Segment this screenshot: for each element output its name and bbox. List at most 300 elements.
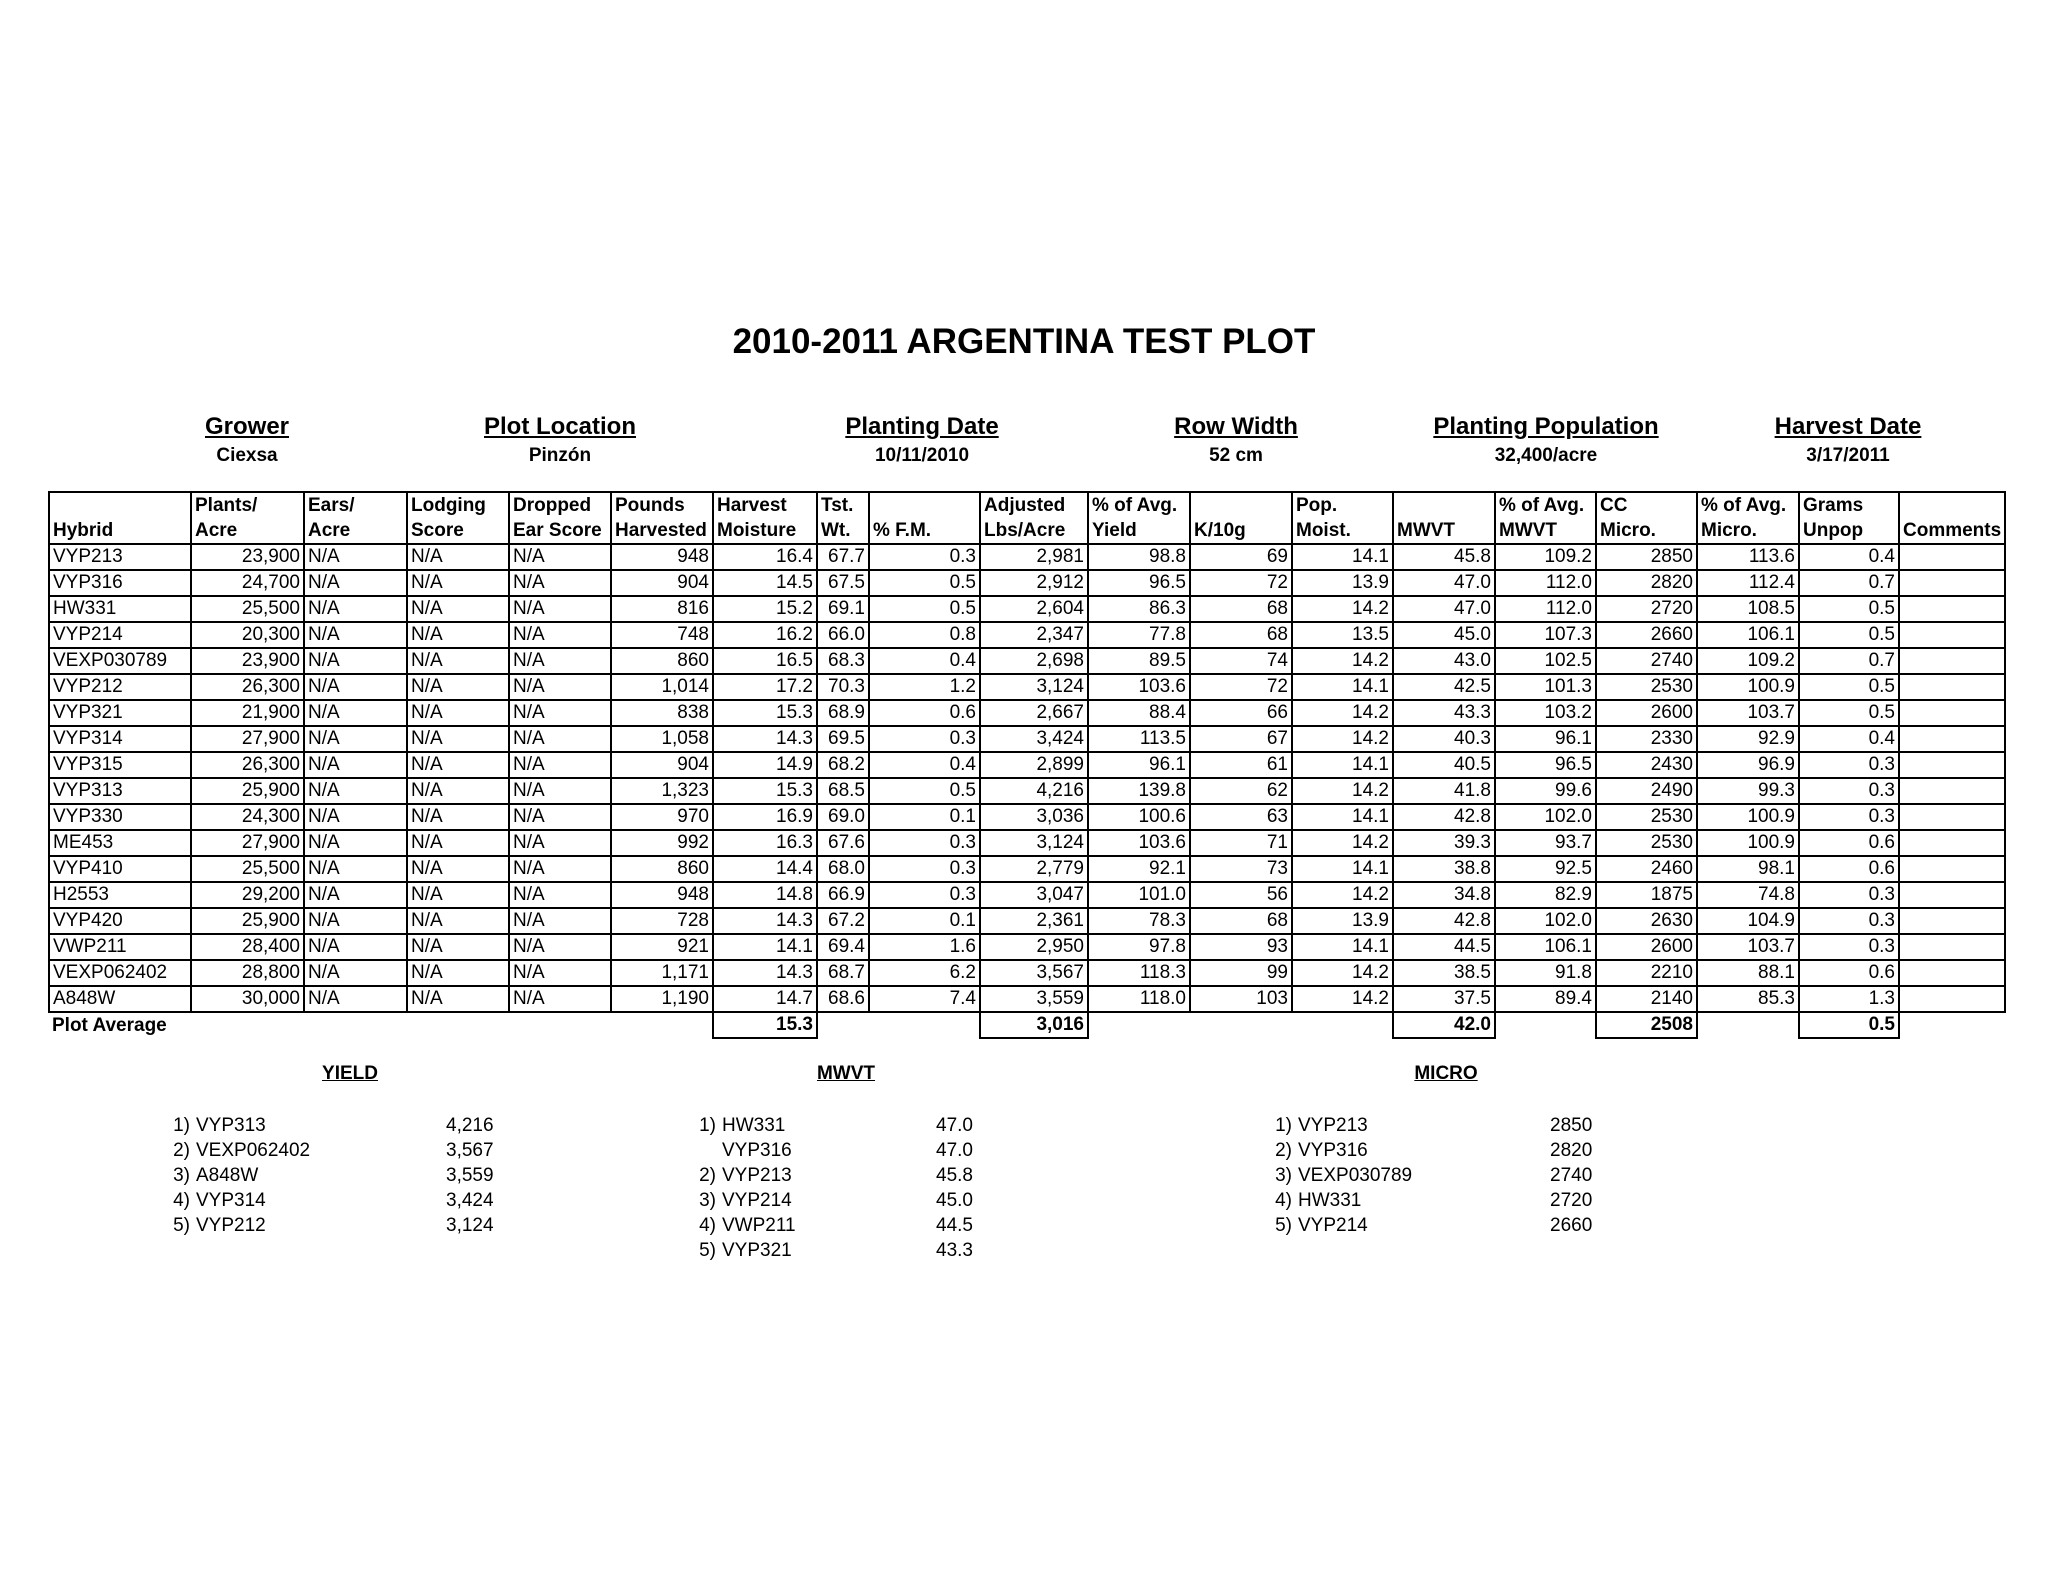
table-cell: 14.3 (713, 908, 817, 934)
table-cell: 0.6 (1799, 960, 1899, 986)
table-cell: 948 (611, 544, 713, 570)
table-cell: 103 (1190, 986, 1292, 1012)
table-cell: 112.0 (1495, 596, 1596, 622)
table-cell: 67 (1190, 726, 1292, 752)
info-label: Planting Population (1433, 413, 1659, 440)
column-header-line (873, 493, 976, 518)
table-cell: 96.1 (1495, 726, 1596, 752)
info-plot-location (484, 412, 636, 470)
table-cell: 67.6 (817, 830, 869, 856)
table-cell (1899, 544, 2005, 570)
table-cell: 78.3 (1088, 908, 1190, 934)
column-header-line: % of Avg. (1092, 495, 1178, 516)
ranking-value: 44.5 (936, 1215, 973, 1236)
table-cell: 103.7 (1697, 934, 1799, 960)
table-cell: 14.3 (713, 726, 817, 752)
column-header (49, 492, 191, 544)
table-cell: 0.5 (869, 570, 980, 596)
table-cell: 16.3 (713, 830, 817, 856)
table-cell: 14.9 (713, 752, 817, 778)
table-cell: 38.8 (1393, 856, 1495, 882)
ranking-value: 2660 (1550, 1215, 1593, 1236)
table-cell: 112.0 (1495, 570, 1596, 596)
table-cell: 99.3 (1697, 778, 1799, 804)
table-cell: 0.3 (1799, 778, 1899, 804)
table-cell: 103.6 (1088, 674, 1190, 700)
table-cell: 43.3 (1393, 700, 1495, 726)
table-cell (1899, 986, 2005, 1012)
table-cell (1899, 934, 2005, 960)
ranking-item (1262, 1113, 1622, 1138)
table-cell: N/A (509, 934, 611, 960)
hybrid-cell: VYP313 (49, 778, 191, 804)
table-cell: N/A (509, 986, 611, 1012)
table-cell: 25,500 (191, 856, 304, 882)
table-cell: 0.3 (1799, 804, 1899, 830)
table-cell: N/A (509, 700, 611, 726)
column-header-line: Harvest (717, 495, 787, 516)
table-cell: 0.5 (1799, 674, 1899, 700)
table-cell: 67.7 (817, 544, 869, 570)
table-cell: N/A (304, 934, 407, 960)
ranking-number: 3) (699, 1190, 716, 1211)
ranking-item (686, 1138, 1006, 1163)
table-cell: 2530 (1596, 830, 1697, 856)
table-cell: 0.5 (869, 778, 980, 804)
table-cell: 1875 (1596, 882, 1697, 908)
hybrid-cell: VEXP030789 (49, 648, 191, 674)
table-cell: 69.1 (817, 596, 869, 622)
table-cell: 14.1 (1292, 856, 1393, 882)
ranking-item (686, 1238, 1006, 1263)
table-cell (1899, 778, 2005, 804)
table-cell: N/A (407, 804, 509, 830)
table-cell: 14.1 (713, 934, 817, 960)
table-row (49, 726, 2005, 752)
ranking-hybrid: VYP314 (196, 1190, 266, 1211)
table-cell: 14.1 (1292, 804, 1393, 830)
table-cell: 2330 (1596, 726, 1697, 752)
table-cell: 0.7 (1799, 648, 1899, 674)
table-cell: 62 (1190, 778, 1292, 804)
table-cell: 69.5 (817, 726, 869, 752)
table-cell: N/A (304, 700, 407, 726)
column-header-line: Pop. (1296, 495, 1338, 516)
table-cell: N/A (407, 856, 509, 882)
table-cell: 14.2 (1292, 596, 1393, 622)
table-cell: 25,900 (191, 908, 304, 934)
table-cell: 14.4 (713, 856, 817, 882)
table-cell: 69.0 (817, 804, 869, 830)
table-cell: 77.8 (1088, 622, 1190, 648)
table-cell: 3,047 (980, 882, 1088, 908)
info-row-width (1174, 412, 1298, 470)
table-cell: 2,347 (980, 622, 1088, 648)
table-cell: 816 (611, 596, 713, 622)
ranking-value: 3,567 (446, 1140, 494, 1161)
ranking-value: 45.0 (936, 1190, 973, 1211)
table-cell: 4,216 (980, 778, 1088, 804)
table-cell: 103.2 (1495, 700, 1596, 726)
table-cell: 44.5 (1393, 934, 1495, 960)
plot-average-harvest-moisture: 15.3 (713, 1012, 817, 1038)
table-cell: N/A (509, 726, 611, 752)
table-cell: 0.4 (869, 752, 980, 778)
hybrid-cell: A848W (49, 986, 191, 1012)
table-cell: 92.1 (1088, 856, 1190, 882)
column-header-line: Micro. (1701, 520, 1757, 541)
hybrid-cell: VYP314 (49, 726, 191, 752)
table-cell: 2,981 (980, 544, 1088, 570)
table-cell: 3,036 (980, 804, 1088, 830)
table-cell (1899, 674, 2005, 700)
table-cell: 72 (1190, 570, 1292, 596)
table-cell: 2600 (1596, 934, 1697, 960)
table-cell (1899, 726, 2005, 752)
table-cell: 2,667 (980, 700, 1088, 726)
column-header (1697, 492, 1799, 544)
table-cell: 2,912 (980, 570, 1088, 596)
table-cell (1899, 908, 2005, 934)
column-header-line: Acre (308, 520, 351, 541)
table-cell: 82.9 (1495, 882, 1596, 908)
table-cell: 24,700 (191, 570, 304, 596)
info-planting-date (845, 412, 998, 470)
table-cell: 23,900 (191, 544, 304, 570)
column-header-line: K/10g (1194, 520, 1246, 541)
table-cell: 2740 (1596, 648, 1697, 674)
column-header (869, 492, 980, 544)
table-cell: 67.2 (817, 908, 869, 934)
table-cell: 0.3 (869, 882, 980, 908)
table-cell: 0.3 (869, 830, 980, 856)
table-cell: 2660 (1596, 622, 1697, 648)
micro-ranking-list (1262, 1113, 1622, 1238)
ranking-number: 2) (699, 1165, 716, 1186)
table-cell: N/A (304, 674, 407, 700)
table-cell: 100.9 (1697, 804, 1799, 830)
table-cell: N/A (304, 570, 407, 596)
column-header-line: % of Avg. (1701, 495, 1787, 516)
ranking-value: 2820 (1550, 1140, 1593, 1161)
table-cell: 103.6 (1088, 830, 1190, 856)
column-header-line: Yield (1092, 520, 1137, 541)
ranking-number: 2) (173, 1140, 190, 1161)
table-cell: 0.6 (1799, 830, 1899, 856)
table-cell: 109.2 (1697, 648, 1799, 674)
table-cell: 41.8 (1393, 778, 1495, 804)
table-cell: 1.2 (869, 674, 980, 700)
column-header-line: Pounds (615, 495, 685, 516)
table-cell: 24,300 (191, 804, 304, 830)
table-cell: N/A (304, 986, 407, 1012)
table-cell: N/A (304, 882, 407, 908)
table-row (49, 960, 2005, 986)
table-cell: 89.5 (1088, 648, 1190, 674)
column-header (1088, 492, 1190, 544)
ranking-value: 2740 (1550, 1165, 1593, 1186)
table-cell: N/A (304, 804, 407, 830)
plot-average-row (49, 1012, 2005, 1038)
table-cell: 74 (1190, 648, 1292, 674)
table-cell: 89.4 (1495, 986, 1596, 1012)
hybrid-cell: VYP316 (49, 570, 191, 596)
table-cell: 16.5 (713, 648, 817, 674)
table-cell: 728 (611, 908, 713, 934)
table-cell: 101.0 (1088, 882, 1190, 908)
table-row (49, 674, 2005, 700)
column-header-line: Acre (195, 520, 238, 541)
table-row (49, 804, 2005, 830)
table-cell: N/A (509, 596, 611, 622)
table-cell: 2,361 (980, 908, 1088, 934)
table-cell: 34.8 (1393, 882, 1495, 908)
table-cell: N/A (407, 778, 509, 804)
table-cell: N/A (407, 596, 509, 622)
hybrid-cell: VYP214 (49, 622, 191, 648)
info-value: 52 cm (1209, 445, 1263, 466)
table-cell: 98.8 (1088, 544, 1190, 570)
table-cell: 17.2 (713, 674, 817, 700)
table-cell: 91.8 (1495, 960, 1596, 986)
table-cell: N/A (304, 648, 407, 674)
column-header-line: CC (1600, 495, 1628, 516)
column-header (611, 492, 713, 544)
plot-average-adjusted-lbs-acre: 3,016 (980, 1012, 1088, 1038)
table-cell: N/A (304, 778, 407, 804)
column-header-line: MWVT (1499, 520, 1558, 541)
table-cell: 85.3 (1697, 986, 1799, 1012)
info-label: Planting Date (845, 413, 999, 440)
table-cell: 66.9 (817, 882, 869, 908)
ranking-item (160, 1163, 520, 1188)
table-cell: N/A (509, 830, 611, 856)
column-header (980, 492, 1088, 544)
table-cell: N/A (407, 700, 509, 726)
ranking-hybrid: VYP214 (722, 1190, 792, 1211)
table-cell: 68.9 (817, 700, 869, 726)
table-row (49, 908, 2005, 934)
table-cell: N/A (509, 856, 611, 882)
info-value: Ciexsa (216, 445, 278, 466)
table-cell: 93 (1190, 934, 1292, 960)
plot-average-cc-micro: 2508 (1596, 1012, 1697, 1038)
table-cell: 26,300 (191, 752, 304, 778)
table-cell: 0.1 (869, 908, 980, 934)
table-cell: 15.3 (713, 700, 817, 726)
table-cell: N/A (407, 960, 509, 986)
ranking-value: 3,559 (446, 1165, 494, 1186)
ranking-value: 45.8 (936, 1165, 973, 1186)
table-cell: 113.5 (1088, 726, 1190, 752)
table-cell: N/A (304, 752, 407, 778)
table-cell: 45.8 (1393, 544, 1495, 570)
ranking-number: 4) (1275, 1190, 1292, 1211)
ranking-item (160, 1188, 520, 1213)
table-cell: N/A (509, 960, 611, 986)
column-header-line: Comments (1903, 520, 2002, 541)
ranking-hybrid: VYP316 (722, 1140, 792, 1161)
ranking-number: 4) (699, 1215, 716, 1236)
info-label: Row Width (1174, 413, 1298, 440)
table-cell: N/A (407, 830, 509, 856)
column-header-line: Plants/ (195, 495, 258, 516)
column-header-line: Wt. (821, 520, 851, 541)
table-cell: N/A (304, 622, 407, 648)
ranking-number: 1) (699, 1115, 716, 1136)
table-cell: 92.9 (1697, 726, 1799, 752)
table-cell: N/A (304, 544, 407, 570)
table-cell: 21,900 (191, 700, 304, 726)
table-cell: 2630 (1596, 908, 1697, 934)
hybrid-cell: VYP410 (49, 856, 191, 882)
column-header (817, 492, 869, 544)
table-cell: 3,124 (980, 830, 1088, 856)
table-cell: 14.1 (1292, 544, 1393, 570)
table-cell: 27,900 (191, 830, 304, 856)
table-cell: 14.2 (1292, 648, 1393, 674)
table-cell: 0.3 (869, 856, 980, 882)
table-cell: 748 (611, 622, 713, 648)
column-header-line: Harvested (615, 520, 707, 541)
table-cell: 2530 (1596, 674, 1697, 700)
table-cell: 0.3 (1799, 934, 1899, 960)
table-cell: N/A (407, 544, 509, 570)
table-cell: N/A (407, 908, 509, 934)
ranking-item (686, 1213, 1006, 1238)
table-cell: N/A (407, 622, 509, 648)
table-cell: 921 (611, 934, 713, 960)
table-cell: 23,900 (191, 648, 304, 674)
table-cell: 14.2 (1292, 986, 1393, 1012)
table-cell: N/A (304, 856, 407, 882)
info-value: 32,400/acre (1494, 445, 1598, 466)
column-header (1393, 492, 1495, 544)
table-cell: 100.9 (1697, 830, 1799, 856)
info-grower (205, 412, 289, 470)
table-cell: 103.7 (1697, 700, 1799, 726)
table-cell: 39.3 (1393, 830, 1495, 856)
table-cell: 68.6 (817, 986, 869, 1012)
column-header-line: Micro. (1600, 520, 1656, 541)
table-cell: 0.4 (1799, 544, 1899, 570)
table-cell: 40.5 (1393, 752, 1495, 778)
table-cell (1899, 882, 2005, 908)
table-cell: 113.6 (1697, 544, 1799, 570)
table-cell: 118.0 (1088, 986, 1190, 1012)
table-cell: 29,200 (191, 882, 304, 908)
table-cell: 0.3 (869, 544, 980, 570)
table-cell: 0.4 (1799, 726, 1899, 752)
table-cell (1899, 752, 2005, 778)
table-cell: 13.9 (1292, 570, 1393, 596)
table-cell: 2460 (1596, 856, 1697, 882)
table-cell: 2,698 (980, 648, 1088, 674)
table-cell: N/A (509, 882, 611, 908)
table-cell: 100.9 (1697, 674, 1799, 700)
ranking-item (686, 1163, 1006, 1188)
ranking-item (686, 1113, 1006, 1138)
table-row (49, 596, 2005, 622)
table-cell: 3,567 (980, 960, 1088, 986)
table-cell: 100.6 (1088, 804, 1190, 830)
table-cell (1899, 648, 2005, 674)
table-cell: 104.9 (1697, 908, 1799, 934)
table-cell: 28,400 (191, 934, 304, 960)
column-header-line (1397, 493, 1491, 518)
ranking-item (1262, 1163, 1622, 1188)
table-cell: 1,323 (611, 778, 713, 804)
table-cell: 14.1 (1292, 934, 1393, 960)
ranking-hybrid: A848W (196, 1165, 259, 1186)
table-cell: 2530 (1596, 804, 1697, 830)
table-cell: 73 (1190, 856, 1292, 882)
micro-ranking-title: MICRO (1414, 1063, 1478, 1084)
ranking-hybrid: VYP213 (1298, 1115, 1368, 1136)
table-cell: 63 (1190, 804, 1292, 830)
table-cell: 838 (611, 700, 713, 726)
table-cell (1899, 830, 2005, 856)
ranking-number: 3) (1275, 1165, 1292, 1186)
hybrid-cell: VYP212 (49, 674, 191, 700)
table-row (49, 882, 2005, 908)
ranking-hybrid: VYP212 (196, 1215, 266, 1236)
table-cell: N/A (509, 544, 611, 570)
table-cell: N/A (407, 752, 509, 778)
table-cell: N/A (407, 648, 509, 674)
column-header-line: % of Avg. (1499, 495, 1585, 516)
ranking-item (160, 1213, 520, 1238)
column-header (304, 492, 407, 544)
table-cell: 948 (611, 882, 713, 908)
table-cell: 93.7 (1495, 830, 1596, 856)
table-cell: 102.0 (1495, 908, 1596, 934)
table-cell: 68.0 (817, 856, 869, 882)
column-header-line: Adjusted (984, 495, 1066, 516)
ranking-item (160, 1113, 520, 1138)
table-cell: 28,800 (191, 960, 304, 986)
table-cell: N/A (407, 674, 509, 700)
column-header-line: Moisture (717, 520, 797, 541)
table-cell: 106.1 (1697, 622, 1799, 648)
column-header (1899, 492, 2005, 544)
table-cell: 1.6 (869, 934, 980, 960)
table-cell: 67.5 (817, 570, 869, 596)
table-cell: 2600 (1596, 700, 1697, 726)
table-cell: 61 (1190, 752, 1292, 778)
table-cell: 14.7 (713, 986, 817, 1012)
hybrid-cell: VWP211 (49, 934, 191, 960)
table-cell: 106.1 (1495, 934, 1596, 960)
table-cell: 2720 (1596, 596, 1697, 622)
table-cell: 14.2 (1292, 778, 1393, 804)
ranking-value: 2720 (1550, 1190, 1593, 1211)
table-cell: N/A (509, 778, 611, 804)
table-cell (1899, 960, 2005, 986)
table-cell: 43.0 (1393, 648, 1495, 674)
table-cell: 88.1 (1697, 960, 1799, 986)
ranking-value: 47.0 (936, 1115, 973, 1136)
table-cell: 72 (1190, 674, 1292, 700)
ranking-number: 2) (1275, 1140, 1292, 1161)
table-row (49, 752, 2005, 778)
table-cell: 27,900 (191, 726, 304, 752)
ranking-item (686, 1188, 1006, 1213)
hybrid-cell: VYP321 (49, 700, 191, 726)
ranking-hybrid: VYP321 (722, 1240, 792, 1261)
ranking-hybrid: HW331 (1298, 1190, 1362, 1211)
table-cell: 96.1 (1088, 752, 1190, 778)
